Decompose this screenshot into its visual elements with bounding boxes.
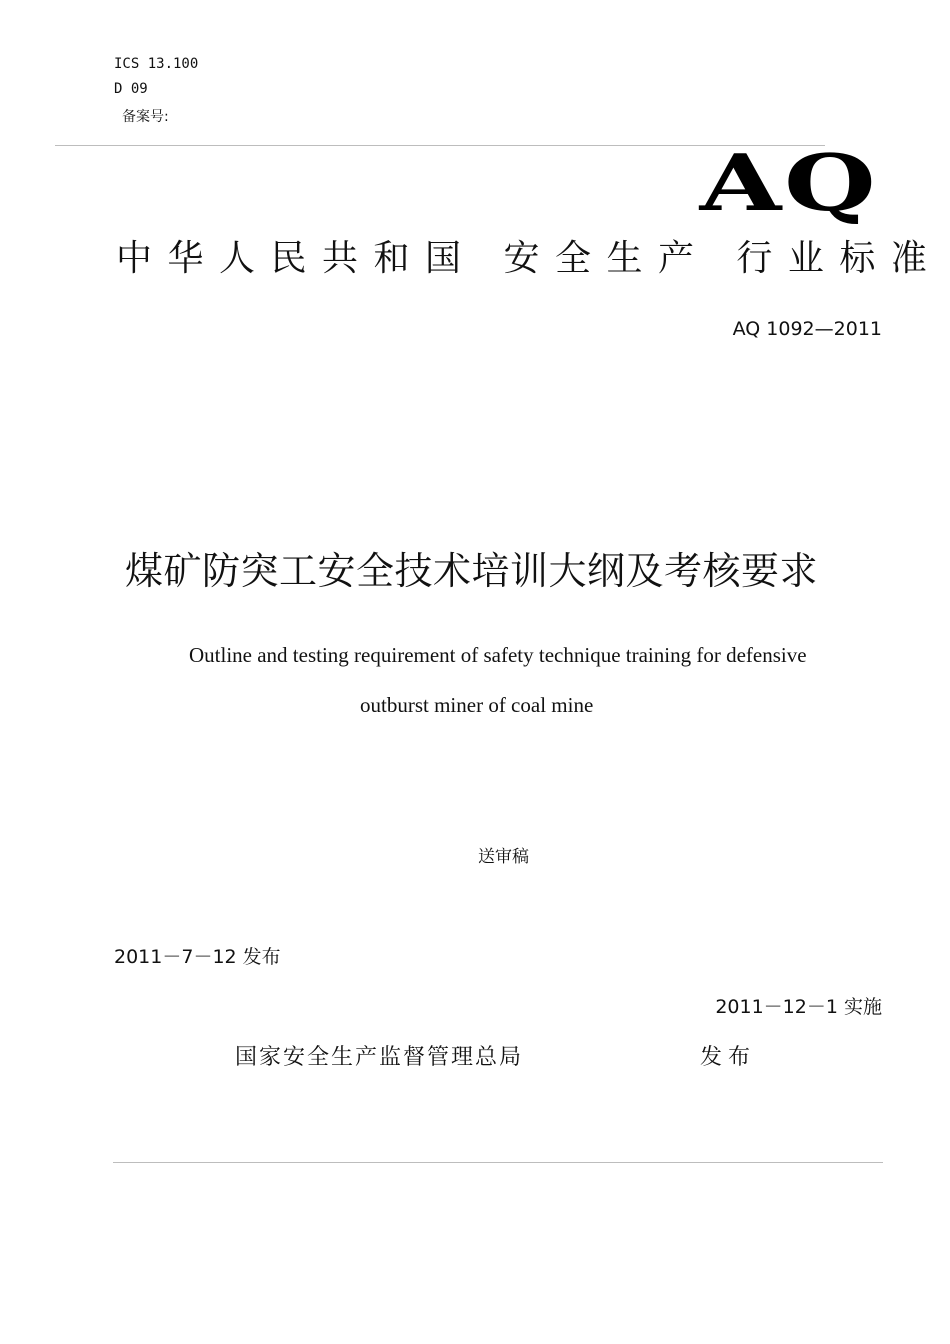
issue-date: 2011－7－12 发布 [114,946,281,968]
aq-logo: AQ [699,138,878,229]
publisher-name: 国家安全生产监督管理总局 [235,1045,524,1070]
standard-number: AQ 1092—2011 [732,318,882,340]
ics-code: ICS 13.100 [114,56,199,72]
standard-title: 中华人民共和国 安全生产 行业标准 [116,238,943,279]
english-title-line-2: outburst miner of coal mine [360,693,594,717]
publisher-action: 发布 [700,1045,757,1070]
bottom-divider [113,1162,883,1163]
registration-label: 备案号: [122,109,169,125]
classification-code: D 09 [114,81,148,97]
document-title-chinese: 煤矿防突工安全技术培训大纲及考核要求 [125,549,819,593]
draft-status: 送审稿 [478,847,529,867]
effective-date: 2011－12－1 实施 [715,996,882,1018]
english-title-line-1: Outline and testing requirement of safety technique training for defensive [189,643,807,667]
document-title-english [0,630,950,730]
